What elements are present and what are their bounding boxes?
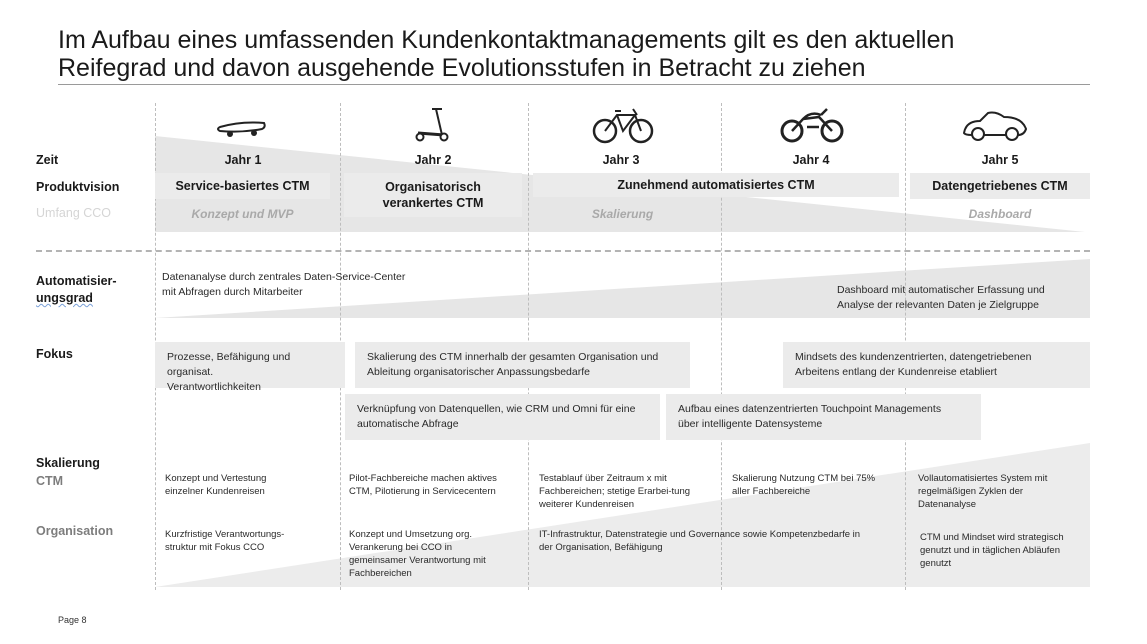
produktvision-year-1: Service-basiertes CTM — [155, 173, 330, 199]
automatisierung-text-right — [837, 283, 1045, 313]
skalierung-year-3 — [539, 472, 690, 511]
phase-skalierung: Skalierung — [591, 207, 654, 221]
fokus-box-3-line-2: Arbeitens entlang der Kundenreise etabliert — [795, 366, 997, 378]
organisation-year-5-line-1: CTM und Mindset wird strategisch — [920, 532, 1064, 543]
motorcycle-icon — [777, 103, 847, 145]
organisation-year-3-4-line-2: der Organisation, Befähigung — [539, 542, 663, 553]
fokus-box-1-line-2: Verantwortlichkeiten — [167, 381, 261, 393]
phase-dashboard: Dashboard — [968, 207, 1032, 221]
title-line-2: Reifegrad und davon ausgehende Evolutionsstufen in Betracht zu ziehen — [58, 54, 866, 82]
skalierung-year-5 — [918, 472, 1047, 511]
row-label-automatisierungsgrad — [36, 273, 117, 307]
skalierung-year-2 — [349, 472, 497, 498]
skalierung-year-2-line-1: Pilot-Fachbereiche machen aktives — [349, 473, 497, 484]
automatisierung-right-line-1: Dashboard mit automatischer Erfassung und — [837, 284, 1045, 296]
title-line-1: Im Aufbau eines umfassenden Kundenkontaktmanagements gilt es den aktuellen — [58, 26, 955, 54]
row-label-produktvision: Produktvision — [36, 180, 120, 194]
skalierung-year-3-line-1: Testablauf über Zeitraum x mit — [539, 473, 667, 484]
organisation-year-3-4-line-1: IT-Infrastruktur, Datenstrategie und Governance sowie Kompetenzbedarfe in — [539, 529, 861, 540]
automatisierung-text-left — [162, 270, 405, 300]
fokus-box-3-line-1: Mindsets des kundenzentrierten, datengetriebenen — [795, 351, 1032, 363]
skalierung-year-4 — [732, 472, 875, 498]
organisation-year-1 — [165, 528, 284, 554]
organisation-year-1-line-1: Kurzfristige Verantwortungs- — [165, 529, 285, 540]
skalierung-year-5-line-2: regelmäßigen Zyklen der — [918, 486, 1024, 497]
scooter-icon — [398, 103, 468, 145]
skateboard-icon — [206, 103, 276, 145]
fokus-box-5 — [666, 394, 981, 440]
fokus-box-2-line-2: Ableitung organisatorischer Anpassungsbedarfe — [367, 366, 590, 378]
skalierung-year-1-line-2: einzelner Kundenreisen — [165, 486, 265, 497]
skalierung-year-4-line-1: Skalierung Nutzung CTM bei 75% — [732, 473, 876, 484]
year-label: Jahr 3 — [602, 153, 640, 167]
organisation-year-5 — [920, 531, 1064, 570]
skalierung-year-3-line-3: weiterer Kundenreisen — [539, 499, 635, 510]
organisation-year-5-line-3: genutzt — [920, 558, 952, 569]
fokus-box-1 — [155, 342, 345, 393]
row-label-skalierung: Skalierung — [36, 456, 100, 470]
year-label: Jahr 5 — [981, 153, 1019, 167]
row-label-ctm: CTM — [36, 474, 64, 488]
fokus-box-4-line-2: automatische Abfrage — [357, 418, 459, 430]
organisation-year-2-line-3: gemeinsamer Verantwortung mit — [349, 555, 486, 566]
skalierung-year-2-line-2: CTM, Pilotierung in Servicecentern — [349, 486, 496, 497]
page-number: Page 8 — [58, 615, 87, 625]
automatisierung-right-line-2: Analyse der relevanten Daten je Zielgruppe — [837, 299, 1039, 311]
row-label-umfang-cco: Umfang CCO — [36, 206, 112, 220]
row-label-organisation: Organisation — [36, 524, 114, 538]
skalierung-year-1 — [165, 472, 266, 498]
row-label-zeit: Zeit — [36, 153, 59, 167]
year-label: Jahr 1 — [224, 153, 262, 167]
organisation-year-3-4 — [539, 528, 860, 554]
phase-konzept-mvp: Konzept und MVP — [191, 207, 294, 221]
skalierung-year-4-line-2: aller Fachbereiche — [732, 486, 811, 497]
organisation-year-2-line-2: Verankerung bei CCO in — [349, 542, 452, 553]
organisation-year-2-line-1: Konzept und Umsetzung org. — [349, 529, 473, 540]
fokus-box-5-line-1: Aufbau eines datenzentrierten Touchpoint Managements — [678, 403, 942, 415]
produktvision-year-5: Datengetriebenes CTM — [910, 173, 1090, 199]
fokus-box-4 — [345, 394, 660, 440]
fokus-box-4-line-1: Verknüpfung von Datenquellen, wie CRM und Omni für eine — [357, 403, 636, 415]
organisation-year-2-line-4: Fachbereichen — [349, 568, 412, 579]
row-label-automatisierungsgrad-line-1: Automatisier- — [36, 274, 117, 288]
fokus-box-2-line-1: Skalierung des CTM innerhalb der gesamten Organisation und — [367, 351, 659, 363]
organisation-year-1-line-2: struktur mit Fokus CCO — [165, 542, 265, 553]
car-icon — [960, 103, 1030, 145]
produktvision-year-2 — [344, 173, 522, 217]
year-label: Jahr 2 — [414, 153, 452, 167]
row-label-fokus: Fokus — [36, 347, 73, 361]
fokus-box-1-line-1-text: Prozesse, Befähigung und organisat. — [167, 351, 291, 378]
produktvision-year-2-line-2: verankertes CTM — [382, 196, 484, 210]
fokus-box-5-line-2: über intelligente Datensysteme — [678, 418, 823, 430]
fokus-box-1-line-1 — [167, 350, 333, 380]
section-divider — [36, 250, 1090, 252]
skalierung-year-5-line-3: Datenanalyse — [918, 499, 977, 510]
automatisierung-left-line-2: mit Abfragen durch Mitarbeiter — [162, 286, 303, 298]
skalierung-year-5-line-1: Vollautomatisiertes System mit — [918, 473, 1048, 484]
produktvision-year-3-4: Zunehmend automatisiertes CTM — [533, 173, 899, 197]
skalierung-year-3-line-2: Fachbereichen; stetige Erarbei-tung — [539, 486, 691, 497]
skalierung-year-1-line-1: Konzept und Vertestung — [165, 473, 267, 484]
bicycle-icon — [587, 103, 657, 145]
organisation-year-5-line-2: genutzt und in täglichen Abläufen — [920, 545, 1060, 556]
produktvision-year-2-line-1: Organisatorisch — [385, 180, 481, 194]
fokus-box-3 — [783, 342, 1090, 388]
row-label-automatisierungsgrad-line-2: ungsgrad — [36, 291, 93, 305]
automatisierung-left-line-1: Datenanalyse durch zentrales Daten-Service-Center — [162, 271, 406, 283]
organisation-year-2 — [349, 528, 486, 580]
year-label: Jahr 4 — [792, 153, 830, 167]
fokus-box-2 — [355, 342, 690, 388]
